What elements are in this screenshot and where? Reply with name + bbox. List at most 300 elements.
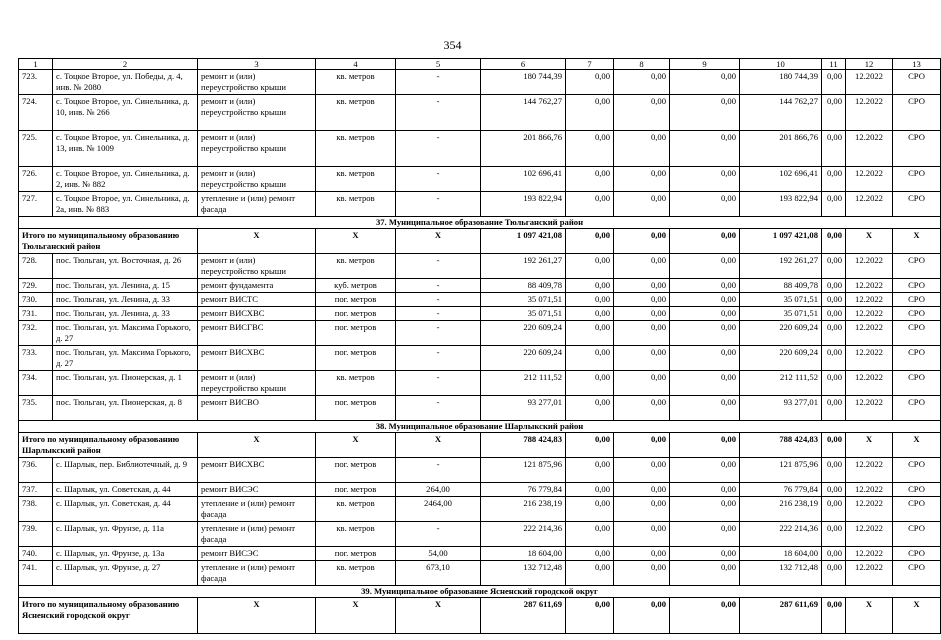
table-cell-col-7: 0,00	[566, 131, 614, 167]
table-cell-col-2: с. Шарлык, ул. Фрунзе, д. 13а	[53, 547, 198, 561]
table-row	[19, 95, 941, 131]
table-row	[19, 458, 941, 483]
table-cell-col-7: 0,00	[566, 192, 614, 217]
table-cell-col-10: 220 609,24	[740, 321, 822, 346]
table-cell-col-11: 0,00	[822, 458, 846, 483]
table-cell-col-12: 12.2022	[846, 131, 893, 167]
table-cell-col-9: 0,00	[670, 396, 740, 421]
table-cell-col-10: 76 779,84	[740, 483, 822, 497]
table-cell-col-9: 0,00	[670, 279, 740, 293]
table-row	[19, 396, 941, 421]
total-label: Итого по муниципальному образованию Шарлыкский район	[19, 433, 198, 458]
table-cell-col-12: 12.2022	[846, 321, 893, 346]
table-cell-col-5: -	[396, 396, 481, 421]
total-cell-col-4: X	[316, 229, 396, 254]
table-cell-col-8: 0,00	[614, 279, 670, 293]
table-cell-col-5: -	[396, 167, 481, 192]
table-cell-col-3: ремонт и (или) переустройство крыши	[198, 254, 316, 279]
table-cell-col-6: 192 261,27	[481, 254, 566, 279]
column-number-8: 8	[614, 59, 670, 70]
table-row	[19, 346, 941, 371]
table-cell-col-7: 0,00	[566, 293, 614, 307]
table-cell-col-3: ремонт фундамента	[198, 279, 316, 293]
table-cell-col-8: 0,00	[614, 131, 670, 167]
table-cell-col-5: 673,10	[396, 561, 481, 586]
table-row	[19, 70, 941, 95]
table-cell-col-7: 0,00	[566, 167, 614, 192]
table-cell-col-3: ремонт ВИСХВС	[198, 458, 316, 483]
table-cell-col-11: 0,00	[822, 547, 846, 561]
table-cell-col-5: -	[396, 458, 481, 483]
table-cell-col-1: 739.	[19, 522, 53, 547]
table-cell-col-8: 0,00	[614, 70, 670, 95]
table-cell-col-1: 726.	[19, 167, 53, 192]
total-cell-col-12: X	[846, 229, 893, 254]
section-title: 39. Муниципальное образование Ясненский городской округ	[19, 586, 941, 598]
table-cell-col-6: 76 779,84	[481, 483, 566, 497]
table-cell-col-10: 144 762,27	[740, 95, 822, 131]
table-cell-col-13: СРО	[893, 497, 941, 522]
table-cell-col-10: 121 875,96	[740, 458, 822, 483]
total-cell-col-8: 0,00	[614, 598, 670, 634]
table-cell-col-8: 0,00	[614, 547, 670, 561]
table-cell-col-10: 193 822,94	[740, 192, 822, 217]
table-cell-col-7: 0,00	[566, 254, 614, 279]
table-cell-col-2: с. Шарлык, ул. Фрунзе, д. 11а	[53, 522, 198, 547]
table-cell-col-9: 0,00	[670, 483, 740, 497]
table-cell-col-11: 0,00	[822, 192, 846, 217]
column-number-9: 9	[670, 59, 740, 70]
table-cell-col-10: 93 277,01	[740, 396, 822, 421]
table-cell-col-12: 12.2022	[846, 279, 893, 293]
table-cell-col-3: утепление и (или) ремонт фасада	[198, 522, 316, 547]
section-header-row	[19, 421, 941, 433]
table-cell-col-13: СРО	[893, 321, 941, 346]
total-cell-col-10: 1 097 421,08	[740, 229, 822, 254]
table-cell-col-6: 93 277,01	[481, 396, 566, 421]
total-cell-col-4: X	[316, 598, 396, 634]
table-cell-col-5: -	[396, 346, 481, 371]
table-cell-col-11: 0,00	[822, 254, 846, 279]
table-cell-col-13: СРО	[893, 547, 941, 561]
table-cell-col-9: 0,00	[670, 547, 740, 561]
table-cell-col-9: 0,00	[670, 70, 740, 95]
table-cell-col-7: 0,00	[566, 497, 614, 522]
table-cell-col-5: -	[396, 95, 481, 131]
table-cell-col-11: 0,00	[822, 483, 846, 497]
total-label: Итого по муниципальному образованию Тюльганский район	[19, 229, 198, 254]
section-title: 37. Муниципальное образование Тюльганский район	[19, 217, 941, 229]
table-cell-col-2: пос. Тюльган, ул. Ленина, д. 33	[53, 307, 198, 321]
section-title: 38. Муниципальное образование Шарлыкский район	[19, 421, 941, 433]
table-cell-col-12: 12.2022	[846, 192, 893, 217]
table-cell-col-10: 201 866,76	[740, 131, 822, 167]
table-cell-col-11: 0,00	[822, 70, 846, 95]
table-cell-col-9: 0,00	[670, 192, 740, 217]
table-cell-col-6: 222 214,36	[481, 522, 566, 547]
total-cell-col-7: 0,00	[566, 229, 614, 254]
table-cell-col-6: 102 696,41	[481, 167, 566, 192]
table-cell-col-13: СРО	[893, 458, 941, 483]
table-row	[19, 483, 941, 497]
table-cell-col-5: -	[396, 321, 481, 346]
table-cell-col-11: 0,00	[822, 522, 846, 547]
total-cell-col-10: 287 611,69	[740, 598, 822, 634]
table-cell-col-4: кв. метров	[316, 561, 396, 586]
total-cell-col-13: X	[893, 598, 941, 634]
table-cell-col-3: ремонт и (или) переустройство крыши	[198, 371, 316, 396]
table-cell-col-5: -	[396, 307, 481, 321]
table-cell-col-7: 0,00	[566, 307, 614, 321]
total-label: Итого по муниципальному образованию Ясненский городской округ	[19, 598, 198, 634]
total-cell-col-13: X	[893, 229, 941, 254]
table-cell-col-9: 0,00	[670, 561, 740, 586]
total-cell-col-9: 0,00	[670, 433, 740, 458]
table-cell-col-1: 732.	[19, 321, 53, 346]
table-cell-col-5: 54,00	[396, 547, 481, 561]
table-cell-col-3: ремонт и (или) переустройство крыши	[198, 70, 316, 95]
table-row	[19, 293, 941, 307]
table-cell-col-4: кв. метров	[316, 95, 396, 131]
table-cell-col-4: пог. метров	[316, 547, 396, 561]
table-cell-col-12: 12.2022	[846, 293, 893, 307]
table-cell-col-13: СРО	[893, 131, 941, 167]
table-cell-col-12: 12.2022	[846, 547, 893, 561]
page-number: 354	[443, 38, 462, 52]
repair-program-table	[18, 58, 941, 634]
table-row	[19, 321, 941, 346]
table-cell-col-1: 725.	[19, 131, 53, 167]
table-cell-col-7: 0,00	[566, 371, 614, 396]
column-number-13: 13	[893, 59, 941, 70]
table-cell-col-13: СРО	[893, 279, 941, 293]
table-cell-col-6: 212 111,52	[481, 371, 566, 396]
table-cell-col-13: СРО	[893, 192, 941, 217]
table-cell-col-9: 0,00	[670, 346, 740, 371]
table-cell-col-3: ремонт и (или) переустройство крыши	[198, 131, 316, 167]
table-cell-col-7: 0,00	[566, 561, 614, 586]
table-cell-col-11: 0,00	[822, 396, 846, 421]
table-cell-col-12: 12.2022	[846, 522, 893, 547]
table-cell-col-13: СРО	[893, 167, 941, 192]
table-cell-col-13: СРО	[893, 70, 941, 95]
column-number-3: 3	[198, 59, 316, 70]
table-cell-col-12: 12.2022	[846, 167, 893, 192]
table-cell-col-8: 0,00	[614, 346, 670, 371]
table-cell-col-8: 0,00	[614, 483, 670, 497]
table-cell-col-11: 0,00	[822, 95, 846, 131]
section-header-row	[19, 217, 941, 229]
table-cell-col-4: кв. метров	[316, 522, 396, 547]
table-cell-col-2: пос. Тюльган, ул. Максима Горького, д. 27	[53, 346, 198, 371]
table-cell-col-11: 0,00	[822, 167, 846, 192]
column-number-1: 1	[19, 59, 53, 70]
total-cell-col-11: 0,00	[822, 229, 846, 254]
table-row	[19, 561, 941, 586]
table-cell-col-5: 264,00	[396, 483, 481, 497]
table-cell-col-2: с. Шарлык, ул. Советская, д. 44	[53, 483, 198, 497]
total-cell-col-6: 788 424,83	[481, 433, 566, 458]
column-number-6: 6	[481, 59, 566, 70]
table-cell-col-3: утепление и (или) ремонт фасада	[198, 561, 316, 586]
table-cell-col-11: 0,00	[822, 321, 846, 346]
table-cell-col-3: ремонт ВИСЭС	[198, 547, 316, 561]
total-cell-col-3: X	[198, 433, 316, 458]
table-cell-col-4: пог. метров	[316, 346, 396, 371]
table-cell-col-6: 121 875,96	[481, 458, 566, 483]
table-cell-col-3: ремонт ВИСХВС	[198, 307, 316, 321]
table-cell-col-2: с. Шарлык, ул. Советская, д. 44	[53, 497, 198, 522]
table-cell-col-5: -	[396, 70, 481, 95]
table-cell-col-7: 0,00	[566, 547, 614, 561]
table-cell-col-5: -	[396, 131, 481, 167]
table-row	[19, 522, 941, 547]
total-cell-col-4: X	[316, 433, 396, 458]
table-cell-col-5: -	[396, 254, 481, 279]
table-cell-col-6: 88 409,78	[481, 279, 566, 293]
table-cell-col-12: 12.2022	[846, 371, 893, 396]
table-cell-col-4: пог. метров	[316, 396, 396, 421]
table-cell-col-10: 220 609,24	[740, 346, 822, 371]
table-cell-col-7: 0,00	[566, 279, 614, 293]
table-cell-col-1: 741.	[19, 561, 53, 586]
table-cell-col-12: 12.2022	[846, 346, 893, 371]
table-cell-col-1: 734.	[19, 371, 53, 396]
table-cell-col-12: 12.2022	[846, 497, 893, 522]
table-cell-col-13: СРО	[893, 483, 941, 497]
table-row	[19, 279, 941, 293]
table-row	[19, 254, 941, 279]
table-cell-col-11: 0,00	[822, 307, 846, 321]
total-cell-col-9: 0,00	[670, 229, 740, 254]
table-cell-col-1: 723.	[19, 70, 53, 95]
table-cell-col-4: пог. метров	[316, 307, 396, 321]
table-cell-col-2: пос. Тюльган, ул. Ленина, д. 15	[53, 279, 198, 293]
table-cell-col-1: 737.	[19, 483, 53, 497]
table-cell-col-6: 193 822,94	[481, 192, 566, 217]
table-cell-col-1: 729.	[19, 279, 53, 293]
table-cell-col-9: 0,00	[670, 321, 740, 346]
table-cell-col-4: пог. метров	[316, 483, 396, 497]
table-cell-col-7: 0,00	[566, 70, 614, 95]
table-cell-col-3: ремонт ВИСГВС	[198, 321, 316, 346]
total-cell-col-13: X	[893, 433, 941, 458]
table-cell-col-5: 2464,00	[396, 497, 481, 522]
table-cell-col-13: СРО	[893, 95, 941, 131]
municipal-total-row	[19, 229, 941, 254]
total-cell-col-7: 0,00	[566, 433, 614, 458]
table-cell-col-10: 180 744,39	[740, 70, 822, 95]
table-cell-col-2: пос. Тюльган, ул. Максима Горького, д. 27	[53, 321, 198, 346]
table-cell-col-11: 0,00	[822, 371, 846, 396]
table-cell-col-1: 724.	[19, 95, 53, 131]
table-cell-col-11: 0,00	[822, 293, 846, 307]
table-cell-col-5: -	[396, 522, 481, 547]
table-cell-col-2: с. Шарлык, ул. Фрунзе, д. 27	[53, 561, 198, 586]
table-cell-col-12: 12.2022	[846, 70, 893, 95]
table-row	[19, 497, 941, 522]
table-cell-col-5: -	[396, 293, 481, 307]
table-cell-col-11: 0,00	[822, 561, 846, 586]
table-cell-col-3: ремонт ВИСВО	[198, 396, 316, 421]
table-cell-col-8: 0,00	[614, 254, 670, 279]
table-cell-col-4: кв. метров	[316, 70, 396, 95]
table-cell-col-1: 740.	[19, 547, 53, 561]
table-cell-col-4: кв. метров	[316, 371, 396, 396]
table-cell-col-5: -	[396, 192, 481, 217]
table-cell-col-2: с. Тоцкое Второе, ул. Синельника, д. 2, инв. № 882	[53, 167, 198, 192]
table-cell-col-1: 727.	[19, 192, 53, 217]
table-cell-col-6: 35 071,51	[481, 293, 566, 307]
table-cell-col-2: с. Тоцкое Второе, ул. Синельника, д. 2а, инв. № 883	[53, 192, 198, 217]
table-cell-col-8: 0,00	[614, 522, 670, 547]
table-cell-col-13: СРО	[893, 293, 941, 307]
table-cell-col-10: 102 696,41	[740, 167, 822, 192]
table-cell-col-11: 0,00	[822, 497, 846, 522]
table-row	[19, 131, 941, 167]
table-cell-col-10: 212 111,52	[740, 371, 822, 396]
table-cell-col-7: 0,00	[566, 346, 614, 371]
table-cell-col-3: утепление и (или) ремонт фасада	[198, 497, 316, 522]
table-cell-col-10: 216 238,19	[740, 497, 822, 522]
table-cell-col-6: 132 712,48	[481, 561, 566, 586]
municipal-total-row	[19, 433, 941, 458]
table-cell-col-2: с. Тоцкое Второе, ул. Синельника, д. 10, инв. № 266	[53, 95, 198, 131]
table-cell-col-2: пос. Тюльган, ул. Восточная, д. 26	[53, 254, 198, 279]
table-cell-col-7: 0,00	[566, 522, 614, 547]
table-cell-col-10: 35 071,51	[740, 307, 822, 321]
table-cell-col-9: 0,00	[670, 371, 740, 396]
table-cell-col-13: СРО	[893, 371, 941, 396]
column-number-4: 4	[316, 59, 396, 70]
table-cell-col-7: 0,00	[566, 321, 614, 346]
table-cell-col-12: 12.2022	[846, 307, 893, 321]
table-row	[19, 307, 941, 321]
table-cell-col-8: 0,00	[614, 192, 670, 217]
table-cell-col-9: 0,00	[670, 293, 740, 307]
total-cell-col-11: 0,00	[822, 598, 846, 634]
table-cell-col-11: 0,00	[822, 346, 846, 371]
table-cell-col-8: 0,00	[614, 307, 670, 321]
total-cell-col-6: 1 097 421,08	[481, 229, 566, 254]
table-cell-col-6: 144 762,27	[481, 95, 566, 131]
table-cell-col-4: кв. метров	[316, 167, 396, 192]
table-cell-col-10: 222 214,36	[740, 522, 822, 547]
table-cell-col-8: 0,00	[614, 167, 670, 192]
table-body	[19, 59, 941, 634]
table-cell-col-12: 12.2022	[846, 396, 893, 421]
total-cell-col-3: X	[198, 598, 316, 634]
column-number-12: 12	[846, 59, 893, 70]
table-cell-col-3: ремонт ВИСТС	[198, 293, 316, 307]
total-cell-col-7: 0,00	[566, 598, 614, 634]
table-cell-col-4: пог. метров	[316, 321, 396, 346]
table-cell-col-13: СРО	[893, 346, 941, 371]
table-cell-col-8: 0,00	[614, 321, 670, 346]
table-cell-col-9: 0,00	[670, 522, 740, 547]
table-cell-col-13: СРО	[893, 396, 941, 421]
column-number-5: 5	[396, 59, 481, 70]
table-cell-col-9: 0,00	[670, 254, 740, 279]
table-cell-col-12: 12.2022	[846, 458, 893, 483]
table-cell-col-7: 0,00	[566, 458, 614, 483]
table-row	[19, 192, 941, 217]
table-cell-col-13: СРО	[893, 522, 941, 547]
table-cell-col-6: 220 609,24	[481, 346, 566, 371]
section-header-row	[19, 586, 941, 598]
table-cell-col-11: 0,00	[822, 279, 846, 293]
table-cell-col-10: 35 071,51	[740, 293, 822, 307]
table-cell-col-13: СРО	[893, 561, 941, 586]
municipal-total-row	[19, 598, 941, 634]
table-cell-col-2: с. Шарлык, пер. Библиотечный, д. 9	[53, 458, 198, 483]
table-cell-col-10: 88 409,78	[740, 279, 822, 293]
table-cell-col-3: утепление и (или) ремонт фасада	[198, 192, 316, 217]
table-cell-col-12: 12.2022	[846, 483, 893, 497]
table-cell-col-5: -	[396, 371, 481, 396]
table-cell-col-9: 0,00	[670, 458, 740, 483]
table-cell-col-9: 0,00	[670, 95, 740, 131]
table-cell-col-2: с. Тоцкое Второе, ул. Синельника, д. 13, инв. № 1009	[53, 131, 198, 167]
table-cell-col-6: 216 238,19	[481, 497, 566, 522]
table-cell-col-8: 0,00	[614, 561, 670, 586]
table-cell-col-1: 733.	[19, 346, 53, 371]
total-cell-col-8: 0,00	[614, 433, 670, 458]
table-cell-col-4: пог. метров	[316, 458, 396, 483]
table-cell-col-10: 132 712,48	[740, 561, 822, 586]
total-cell-col-3: X	[198, 229, 316, 254]
table-cell-col-12: 12.2022	[846, 254, 893, 279]
table-cell-col-8: 0,00	[614, 293, 670, 307]
table-cell-col-1: 730.	[19, 293, 53, 307]
table-cell-col-1: 738.	[19, 497, 53, 522]
table-cell-col-1: 731.	[19, 307, 53, 321]
table-cell-col-9: 0,00	[670, 167, 740, 192]
table-cell-col-3: ремонт ВИСХВС	[198, 346, 316, 371]
table-cell-col-4: куб. метров	[316, 279, 396, 293]
total-cell-col-9: 0,00	[670, 598, 740, 634]
table-cell-col-2: пос. Тюльган, ул. Пионерская, д. 1	[53, 371, 198, 396]
table-cell-col-9: 0,00	[670, 497, 740, 522]
column-number-10: 10	[740, 59, 822, 70]
table-cell-col-2: пос. Тюльган, ул. Пионерская, д. 8	[53, 396, 198, 421]
table-cell-col-6: 201 866,76	[481, 131, 566, 167]
table-cell-col-7: 0,00	[566, 483, 614, 497]
total-cell-col-12: X	[846, 598, 893, 634]
total-cell-col-8: 0,00	[614, 229, 670, 254]
table-cell-col-6: 220 609,24	[481, 321, 566, 346]
table-cell-col-3: ремонт ВИСЭС	[198, 483, 316, 497]
table-cell-col-3: ремонт и (или) переустройство крыши	[198, 167, 316, 192]
total-cell-col-6: 287 611,69	[481, 598, 566, 634]
table-cell-col-3: ремонт и (или) переустройство крыши	[198, 95, 316, 131]
table-cell-col-2: с. Тоцкое Второе, ул. Победы, д. 4, инв. № 2080	[53, 70, 198, 95]
table-cell-col-8: 0,00	[614, 95, 670, 131]
total-cell-col-5: X	[396, 229, 481, 254]
table-row	[19, 167, 941, 192]
table-cell-col-12: 12.2022	[846, 95, 893, 131]
table-cell-col-8: 0,00	[614, 371, 670, 396]
table-cell-col-1: 728.	[19, 254, 53, 279]
table-cell-col-4: кв. метров	[316, 192, 396, 217]
table-cell-col-5: -	[396, 279, 481, 293]
table-cell-col-13: СРО	[893, 307, 941, 321]
total-cell-col-10: 788 424,83	[740, 433, 822, 458]
column-number-11: 11	[822, 59, 846, 70]
table-cell-col-8: 0,00	[614, 396, 670, 421]
table-cell-col-9: 0,00	[670, 307, 740, 321]
table-cell-col-7: 0,00	[566, 95, 614, 131]
